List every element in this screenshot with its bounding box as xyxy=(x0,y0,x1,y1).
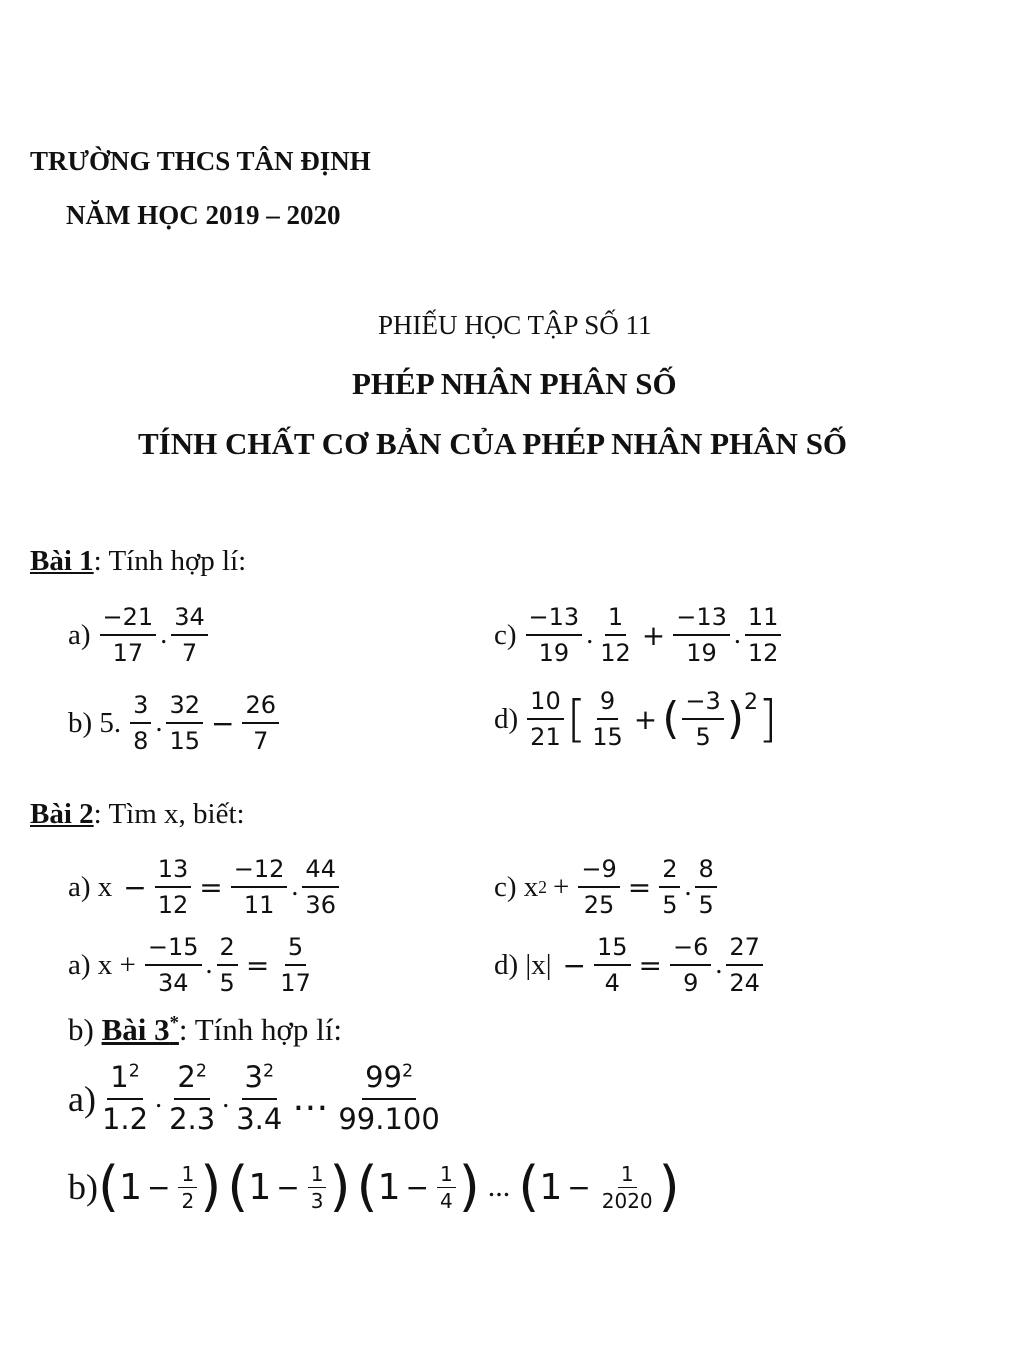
school-year: NĂM HỌC 2019 – 2020 xyxy=(66,200,341,230)
fraction: $\frac{1}{2}$ xyxy=(178,1163,197,1212)
fraction: $\frac{-13}{19}$ xyxy=(526,604,583,667)
bai3-instruction: : Tính hợp lí: xyxy=(178,1012,343,1047)
bai2-instruction: : Tìm x, biết: xyxy=(93,798,245,830)
fraction: $\frac{34}{7}$ xyxy=(171,604,208,667)
label: b) xyxy=(68,1167,98,1207)
fraction: $\frac{3}{8}$ xyxy=(130,692,151,755)
bai2-heading: Bài 2 xyxy=(30,798,94,830)
label: d) |x| xyxy=(494,948,552,981)
bai1-c: c) $\frac{-13}{19}$ . $\frac{1}{12}$ + $\frac{-13}{19}$ . $\frac{11}{12}$ xyxy=(494,604,784,667)
fraction: $\frac{44}{36}$ xyxy=(302,856,339,919)
bai1-a: a) $\frac{-21}{17}$ . $\frac{34}{7}$ xyxy=(68,604,211,667)
fraction: $\frac{8}{5}$ xyxy=(695,856,716,919)
sheet-title: PHIẾU HỌC TẬP SỐ 11 xyxy=(378,310,652,340)
school-name: TRƯỜNG THCS TÂN ĐỊNH xyxy=(30,146,371,176)
fraction: $\frac{13}{12}$ xyxy=(155,856,192,919)
bai3-a: a) $\frac{1^2}{1.2}$ . $\frac{2^2}{2.3}$ . $\frac{3^2}{3.4}$ … $\frac{99^2}{99.100}$ xyxy=(68,1062,446,1136)
fraction: $\frac{1^2}{1.2}$ xyxy=(101,1060,149,1136)
fraction: $\frac{-21}{17}$ xyxy=(100,604,157,667)
left-paren: ( xyxy=(662,693,680,745)
label: d) xyxy=(494,702,519,735)
bai2-a2: a) x + $\frac{-15}{34}$ . $\frac{2}{5}$ = $\frac{5}{17}$ xyxy=(68,934,317,997)
fraction: $\frac{11}{12}$ xyxy=(745,604,782,667)
bai3-heading-line xyxy=(68,1012,342,1048)
ellipsis: … xyxy=(292,1078,329,1120)
left-bracket: [ xyxy=(566,690,587,749)
fraction: $\frac{-13}{19}$ xyxy=(673,604,730,667)
fraction: $\frac{15}{4}$ xyxy=(594,934,631,997)
fraction: $\frac{-9}{25}$ xyxy=(578,856,619,919)
fraction: $\frac{2^2}{2.3}$ xyxy=(169,1060,216,1136)
bai2-a: a) x − $\frac{13}{12}$ = $\frac{-12}{11}$ . $\frac{44}{36}$ xyxy=(68,856,342,919)
fraction: $\frac{1}{12}$ xyxy=(600,603,631,668)
fraction: $\frac{27}{24}$ xyxy=(726,934,763,997)
bai1-instruction: : Tính hợp lí: xyxy=(93,545,247,577)
fraction: $\frac{3^2}{3.4}$ xyxy=(236,1060,283,1136)
label: c) x xyxy=(494,870,539,903)
right-paren: ) xyxy=(726,693,744,745)
fraction: $\frac{-6}{9}$ xyxy=(670,934,711,997)
fraction: $\frac{1}{4}$ xyxy=(437,1163,456,1212)
fraction: $\frac{-15}{34}$ xyxy=(145,934,202,997)
fraction: $\frac{99^2}{99.100}$ xyxy=(338,1060,440,1136)
fraction: $\frac{1}{3}$ xyxy=(308,1163,327,1212)
bai2-heading-line xyxy=(30,798,245,831)
label: a) x + xyxy=(68,948,136,981)
bai1-heading: Bài 1 xyxy=(30,545,94,577)
fraction: $\frac{-3}{5}$ xyxy=(682,688,723,751)
fraction: $\frac{5}{17}$ xyxy=(280,933,311,998)
bai2-c: c) x 2 + $\frac{-9}{25}$ = $\frac{2}{5}$ . $\frac{8}{5}$ xyxy=(494,856,720,919)
fraction: $\frac{-12}{11}$ xyxy=(231,856,288,919)
bai3-prefix: b) xyxy=(68,1012,94,1047)
fraction: $\frac{10}{21}$ xyxy=(527,688,564,751)
plus: + xyxy=(552,870,570,903)
exponent: 2 xyxy=(743,690,758,715)
label: a) xyxy=(68,618,91,651)
fraction: $\frac{2}{5}$ xyxy=(659,856,680,919)
fraction: $\frac{26}{7}$ xyxy=(242,692,279,755)
fraction: $\frac{2}{5}$ xyxy=(217,934,238,997)
fraction: $\frac{1}{2020}$ xyxy=(601,1161,653,1213)
sub-title: TÍNH CHẤT CƠ BẢN CỦA PHÉP NHÂN PHÂN SỐ xyxy=(138,426,848,461)
ellipsis: ... xyxy=(487,1170,511,1203)
bai3-b: b) ( 1 − $\frac{1}{2}$ ) ( 1 − $\frac{1}{3}$ ) ( 1 − $\frac{1}{4}$ ) ... ( 1 − $\frac{1}{2020}$ ) xyxy=(68,1155,680,1218)
bai2-d: d) |x| − $\frac{15}{4}$ = $\frac{-6}{9}$ . $\frac{27}{24}$ xyxy=(494,934,766,997)
right-bracket: ] xyxy=(757,690,778,749)
bai1-d: d) $\frac{10}{21}$ [ $\frac{9}{15}$ + ( $\frac{-3}{5}$ ) 2 ] xyxy=(494,687,778,752)
main-title: PHÉP NHÂN PHÂN SỐ xyxy=(352,366,677,401)
label: a) xyxy=(68,1078,96,1119)
bai1-b: b) 5. $\frac{3}{8}$ . $\frac{32}{15}$ − $\frac{26}{7}$ xyxy=(68,692,282,755)
label: a) x xyxy=(68,870,113,903)
fraction: $\frac{9}{15}$ xyxy=(592,687,623,752)
fraction: $\frac{32}{15}$ xyxy=(166,692,203,755)
bai1-heading-line xyxy=(30,545,246,578)
bai3-heading: Bài 3* xyxy=(101,1012,179,1047)
label: c) xyxy=(494,618,517,651)
label: b) 5. xyxy=(68,706,122,739)
exponent: 2 xyxy=(538,876,547,897)
